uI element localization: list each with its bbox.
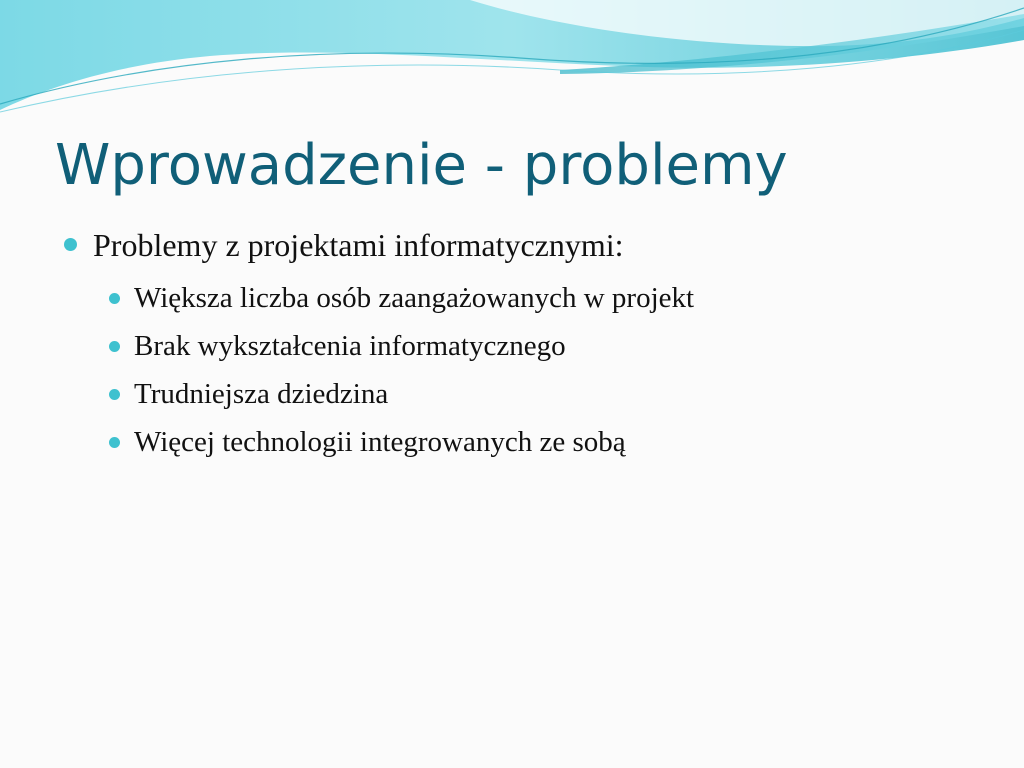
sub-bullet-list	[60, 274, 980, 466]
bullet-item	[60, 224, 980, 266]
bullet-dot-icon	[109, 293, 120, 304]
bullet-dot-icon	[64, 238, 77, 251]
bullet-dot-icon	[109, 341, 120, 352]
sub-bullet-text: Trudniejsza dziedzina	[134, 378, 389, 410]
bullet-text: Problemy z projektami informatycznymi:	[93, 227, 624, 263]
decorative-wave-header	[0, 0, 1024, 130]
sub-bullet-text: Brak wykształcenia informatycznego	[134, 330, 566, 362]
sub-bullet-item	[60, 418, 980, 466]
slide-title: Wprowadzenie - problemy	[55, 133, 788, 198]
slide-content	[60, 224, 980, 466]
sub-bullet-item	[60, 322, 980, 370]
sub-bullet-item	[60, 370, 980, 418]
sub-bullet-text: Większa liczba osób zaangażowanych w projekt	[134, 282, 695, 314]
bullet-dot-icon	[109, 437, 120, 448]
sub-bullet-item	[60, 274, 980, 322]
bullet-dot-icon	[109, 389, 120, 400]
sub-bullet-text: Więcej technologii integrowanych ze sobą	[134, 426, 626, 458]
